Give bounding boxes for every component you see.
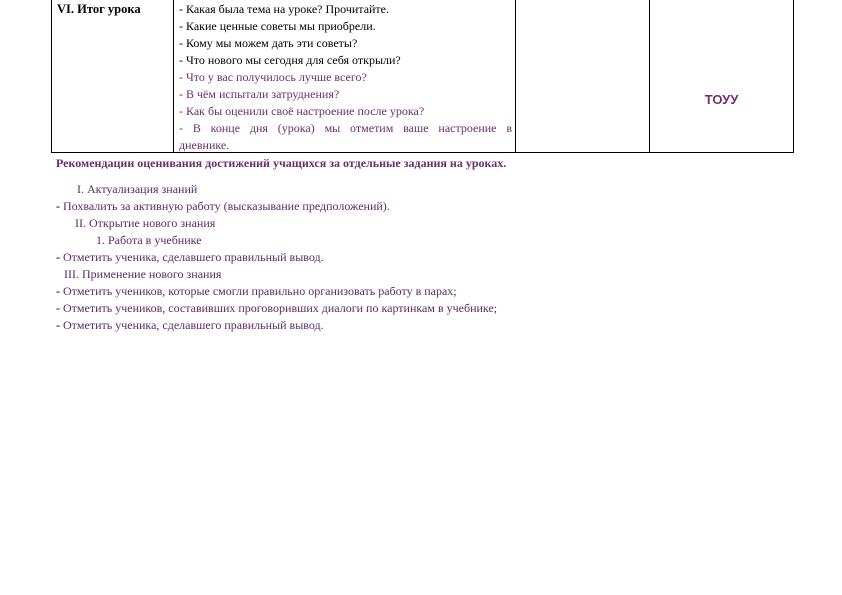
recommendation-item <box>56 318 324 333</box>
question-line: - Какие ценные советы мы приобрели. <box>179 19 376 33</box>
recommendation-item <box>56 301 497 316</box>
dash-marker: - <box>56 250 60 264</box>
recommendation-item <box>56 199 390 214</box>
recommendation-text: Отметить ученика, сделавшего правильный вывод. <box>63 318 324 332</box>
question-line: - Как бы оценили своё настроение после урока? <box>179 104 425 118</box>
stage-title: VI. Итог урока <box>57 2 141 16</box>
recommendations-heading: Рекомендации оценивания достижений учащихся за отдельные задания на уроках. <box>56 156 507 170</box>
uud-cell <box>650 0 793 152</box>
subsection-heading: 1. Работа в учебнике <box>96 233 202 247</box>
recommendation-text: Похвалить за активную работу (высказывание предположений). <box>63 199 390 213</box>
section-heading: III. Применение нового знания <box>64 267 222 281</box>
lesson-table <box>51 0 794 153</box>
uud-label: ТОУУ <box>704 92 739 107</box>
dash-marker: - <box>56 199 60 213</box>
recommendation-item <box>56 250 324 265</box>
dash-marker: - <box>56 318 60 332</box>
question-line: - Что у вас получилось лучше всего? <box>179 70 367 84</box>
section-heading: I. Актуализация знаний <box>77 182 198 196</box>
dash-marker: - <box>56 284 60 298</box>
question-line: - В конце дня (урока) мы отметим ваше настроение в <box>179 121 512 135</box>
question-line: - Какая была тема на уроке? Прочитайте. <box>179 2 390 16</box>
questions-cell <box>174 0 516 152</box>
recommendation-text: Отметить учеников, которые смогли правильно организовать работу в парах; <box>63 284 457 298</box>
question-line: - Что нового мы сегодня для себя открыли? <box>179 53 401 67</box>
recommendation-item <box>56 284 457 299</box>
section-heading: II. Открытие нового знания <box>75 216 216 230</box>
question-line: - Кому мы можем дать эти советы? <box>179 36 358 50</box>
recommendation-text: Отметить учеников, составивших проговоривших диалоги по картинкам в учебнике; <box>63 301 498 315</box>
question-line: дневнике. <box>179 138 230 152</box>
question-line: - В чём испытали затруднения? <box>179 87 340 101</box>
empty-cell <box>516 0 650 152</box>
dash-marker: - <box>56 301 60 315</box>
recommendation-text: Отметить ученика, сделавшего правильный вывод. <box>63 250 324 264</box>
stage-cell <box>52 0 174 152</box>
